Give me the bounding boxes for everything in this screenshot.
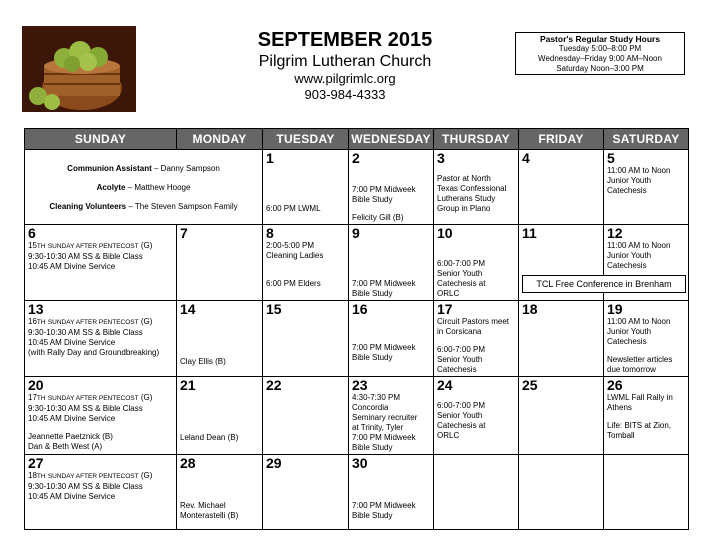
day-cell [25, 301, 177, 377]
week-row [25, 150, 689, 225]
event-text: 7:00 PM Midweek [352, 501, 416, 510]
free-conference-banner: TCL Free Conference in Brenham [522, 275, 686, 293]
day-cell [604, 150, 689, 225]
day-number: 1 [266, 150, 274, 166]
event-text: 7:00 PM Midweek [352, 343, 416, 352]
day-cell [25, 455, 177, 530]
event-text: Group in Plano [437, 204, 491, 213]
event-text: 4:30-7:30 PM [352, 393, 401, 402]
event-text: Dan & Beth West (A) [28, 442, 103, 451]
day-cell [349, 301, 434, 377]
event-text: 6:00-7:00 PM [437, 401, 486, 410]
day-cell [177, 225, 263, 301]
event-text: Senior Youth [437, 355, 483, 364]
event-text: Bible Study [352, 289, 393, 298]
event-text: Life: BITS at Zion, [607, 421, 672, 430]
day-number: 10 [437, 225, 453, 241]
weekday-monday: MONDAY [177, 129, 263, 150]
day-number: 2 [352, 150, 360, 166]
calendar-grid [24, 128, 689, 530]
event-text: Catechesis at [437, 421, 486, 430]
note-communion-assistant: Communion Assistant – Danny Sampson [67, 164, 220, 173]
event-text: Catechesis [437, 365, 477, 374]
event-text: (with Rally Day and Groundbreaking) [28, 348, 160, 357]
day-number: 24 [437, 377, 453, 393]
note-acolyte: Acolyte – Matthew Hooge [96, 183, 191, 192]
event-text: Tomball [607, 431, 635, 440]
empty-cell [434, 455, 519, 530]
event-text: Catechesis at [437, 279, 486, 288]
day-cell [434, 225, 519, 301]
event-text: 9:30-10:30 AM SS & Bible Class [28, 252, 143, 261]
day-cell [177, 301, 263, 377]
event-text: Catechesis [607, 186, 647, 195]
event-text: 6:00 PM LWML [266, 204, 321, 213]
liturgical-day: 18TH SUNDAY AFTER PENTECOST (G) [28, 471, 153, 480]
event-text: 10:45 AM Divine Service [28, 338, 116, 347]
church-phone: 903-984-4333 [304, 87, 386, 102]
day-number: 26 [607, 377, 623, 393]
study-hours-line: Wednesday–Friday 9:00 AM–Noon [538, 54, 662, 63]
event-text: Seminary recruiter [352, 413, 418, 422]
event-text: Cleaning Ladies [266, 251, 324, 260]
day-number: 22 [266, 377, 282, 393]
event-text: due tomorrow [607, 365, 656, 374]
event-text: Bible Study [352, 353, 393, 362]
event-text: 6:00 PM Elders [266, 279, 321, 288]
day-cell [349, 377, 434, 455]
event-text: 9:30-10:30 AM SS & Bible Class [28, 328, 143, 337]
event-text: 11:00 AM to Noon [607, 166, 671, 175]
liturgical-day: 17TH SUNDAY AFTER PENTECOST (G) [28, 393, 153, 402]
day-cell [263, 150, 349, 225]
church-name: Pilgrim Lutheran Church [258, 53, 432, 70]
day-cell [349, 455, 434, 530]
day-number: 13 [28, 301, 44, 317]
month-title: SEPTEMBER 2015 [257, 29, 433, 51]
day-number: 23 [352, 377, 368, 393]
study-hours-box [515, 32, 685, 75]
event-text: Bible Study [352, 443, 393, 452]
event-text: 6:00-7:00 PM [437, 345, 486, 354]
birthday-text: Rev. Michael [180, 501, 226, 510]
event-text: 10:45 AM Divine Service [28, 262, 116, 271]
day-cell [25, 225, 177, 301]
day-number: 21 [180, 377, 196, 393]
day-number: 6 [28, 225, 36, 241]
event-text: Lutherans Study [437, 194, 496, 203]
day-cell [519, 301, 604, 377]
event-text: Junior Youth [607, 327, 652, 336]
event-text: Circuit Pastors meet [437, 317, 510, 326]
event-text: 10:45 AM Divine Service [28, 414, 116, 423]
day-number: 28 [180, 455, 196, 471]
day-number: 11 [522, 225, 537, 241]
event-text: 7:00 PM Midweek [352, 279, 416, 288]
event-text: Junior Youth [607, 251, 652, 260]
day-number: 25 [522, 377, 538, 393]
day-cell [177, 377, 263, 455]
event-text: Newsletter articles [607, 355, 673, 364]
day-number: 5 [607, 150, 615, 166]
day-cell [263, 225, 349, 301]
event-text: Athens [607, 403, 632, 412]
day-cell [263, 455, 349, 530]
event-text: ORLC [437, 289, 460, 298]
day-cell [263, 301, 349, 377]
day-cell [263, 377, 349, 455]
empty-cell [604, 455, 689, 530]
weekday-wednesday: WEDNESDAY [349, 129, 434, 150]
day-number: 27 [28, 455, 44, 471]
week-row [25, 455, 689, 530]
event-text: ORLC [437, 431, 460, 440]
day-number: 4 [522, 150, 530, 166]
liturgical-day: 15TH SUNDAY AFTER PENTECOST (G) [28, 241, 153, 250]
weekday-sunday: SUNDAY [25, 129, 177, 150]
weekday-saturday: SATURDAY [604, 129, 689, 150]
week1-notes-cell [25, 150, 263, 225]
day-number: 3 [437, 150, 445, 166]
day-number: 17 [437, 301, 453, 317]
day-number: 15 [266, 301, 282, 317]
event-text: 7:00 PM Midweek [352, 433, 416, 442]
day-cell [434, 150, 519, 225]
event-text: in Corsicana [437, 327, 482, 336]
day-cell [349, 225, 434, 301]
weekday-friday: FRIDAY [519, 129, 604, 150]
event-text: LWML Fall Rally in [607, 393, 673, 402]
event-text: Bible Study [352, 195, 393, 204]
empty-cell [519, 455, 604, 530]
day-number: 8 [266, 225, 274, 241]
day-number: 30 [352, 455, 368, 471]
calendar-header [200, 28, 490, 103]
day-cell [25, 377, 177, 455]
event-text: 11:00 AM to Noon [607, 241, 671, 250]
day-cell [434, 377, 519, 455]
day-number: 18 [522, 301, 538, 317]
event-text: Jeannette Paetznick (B) [28, 432, 113, 441]
event-text: 2:00-5:00 PM [266, 241, 315, 250]
day-number: 29 [266, 455, 282, 471]
event-text: Pastor at North [437, 174, 491, 183]
day-cell [519, 377, 604, 455]
birthday-text: Monterastelli (B) [180, 511, 239, 520]
birthday-text: Clay Ellis (B) [180, 357, 226, 366]
day-cell [177, 455, 263, 530]
study-hours-line: Tuesday 5:00–8:00 PM [558, 44, 642, 53]
week-row [25, 377, 689, 455]
day-number: 16 [352, 301, 368, 317]
day-number: 19 [607, 301, 623, 317]
day-cell [519, 150, 604, 225]
apple-basket-photo [22, 26, 136, 112]
day-cell [434, 301, 519, 377]
event-text: 10:45 AM Divine Service [28, 492, 116, 501]
event-text: Concordia [352, 403, 389, 412]
event-text: 11:00 AM to Noon [607, 317, 671, 326]
day-number: 7 [180, 225, 188, 241]
weekday-thursday: THURSDAY [434, 129, 519, 150]
event-text: Texas Confessional [437, 184, 507, 193]
event-text: Catechesis [607, 261, 647, 270]
day-cell [349, 150, 434, 225]
event-text: at Trinity, Tyler [352, 423, 404, 432]
event-text: Junior Youth [607, 176, 652, 185]
church-website: www.pilgrimlc.org [294, 71, 396, 86]
study-hours-title: Pastor's Regular Study Hours [539, 34, 661, 44]
day-cell [604, 377, 689, 455]
weekday-header-row [25, 129, 689, 150]
birthday-text: Leland Dean (B) [180, 433, 239, 442]
event-text: 9:30-10:30 AM SS & Bible Class [28, 404, 143, 413]
weekday-tuesday: TUESDAY [263, 129, 349, 150]
event-text: Bible Study [352, 511, 393, 520]
day-number: 12 [607, 225, 623, 241]
birthday-text: Felicity Gill (B) [352, 213, 404, 222]
note-cleaning-volunteers: Cleaning Volunteers – The Steven Sampson Family [49, 202, 238, 211]
week-row [25, 301, 689, 377]
event-text: 6:00-7:00 PM [437, 259, 486, 268]
day-number: 9 [352, 225, 360, 241]
study-hours-line: Saturday Noon–3:00 PM [556, 64, 644, 73]
event-text: 7:00 PM Midweek [352, 185, 416, 194]
liturgical-day: 16TH SUNDAY AFTER PENTECOST (G) [28, 317, 153, 326]
event-text: 9:30-10:30 AM SS & Bible Class [28, 482, 143, 491]
day-cell [604, 301, 689, 377]
event-text: Senior Youth [437, 269, 483, 278]
day-number: 14 [180, 301, 196, 317]
event-text: Catechesis [607, 337, 647, 346]
event-text: Senior Youth [437, 411, 483, 420]
day-number: 20 [28, 377, 44, 393]
